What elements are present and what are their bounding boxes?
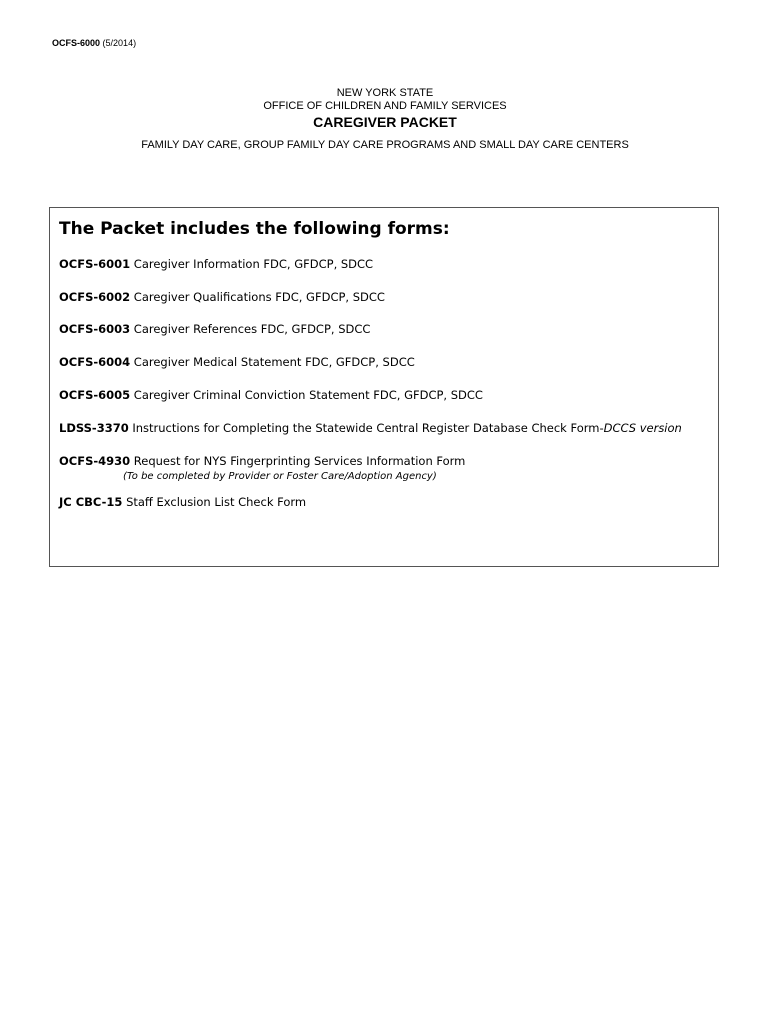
form-item-title: Caregiver Criminal Conviction Statement FDC, GFDCP, SDCC	[133, 388, 483, 402]
form-item-title: Staff Exclusion List Check Form	[126, 495, 307, 509]
form-item	[59, 495, 306, 509]
form-item	[59, 454, 465, 468]
form-item	[59, 290, 385, 304]
forms-list-heading: The Packet includes the following forms:	[59, 219, 450, 239]
forms-list-box	[49, 207, 719, 567]
form-item	[59, 388, 483, 402]
form-item-title: Caregiver Information FDC, GFDCP, SDCC	[133, 257, 374, 271]
form-code: OCFS-6000	[52, 38, 101, 48]
form-item-title: Instructions for Completing the Statewide Central Register Database Check Form-	[132, 421, 604, 435]
form-date: (5/2014)	[102, 38, 137, 48]
form-item-version: DCCS version	[603, 421, 682, 435]
form-item-title: Caregiver References FDC, GFDCP, SDCC	[133, 322, 371, 336]
form-item	[59, 355, 415, 369]
agency-state: NEW YORK STATE	[336, 87, 434, 99]
form-number	[52, 38, 136, 48]
form-item	[59, 257, 373, 271]
form-item-code: OCFS-6005	[59, 388, 131, 402]
form-item-title: Caregiver Qualifications FDC, GFDCP, SDCC	[133, 290, 385, 304]
form-item-code: OCFS-6001	[59, 257, 131, 271]
form-item-code: OCFS-6004	[59, 355, 131, 369]
form-item-code: JC CBC-15	[59, 495, 123, 509]
form-item-code: LDSS-3370	[59, 421, 129, 435]
form-item-code: OCFS-6002	[59, 290, 131, 304]
form-item-note: (To be completed by Provider or Foster Care/Adoption Agency)	[123, 471, 437, 482]
form-item	[59, 421, 682, 435]
form-item-title: Caregiver Medical Statement FDC, GFDCP, SDCC	[133, 355, 415, 369]
agency-office: OFFICE OF CHILDREN AND FAMILY SERVICES	[263, 100, 507, 112]
form-item	[59, 322, 370, 336]
page-title: CAREGIVER PACKET	[313, 114, 457, 130]
form-item-code: OCFS-6003	[59, 322, 131, 336]
page-subtitle: FAMILY DAY CARE, GROUP FAMILY DAY CARE PROGRAMS AND SMALL DAY CARE CENTERS	[141, 139, 629, 151]
form-item-code: OCFS-4930	[59, 454, 131, 468]
form-item-title: Request for NYS Fingerprinting Services Information Form	[133, 454, 466, 468]
